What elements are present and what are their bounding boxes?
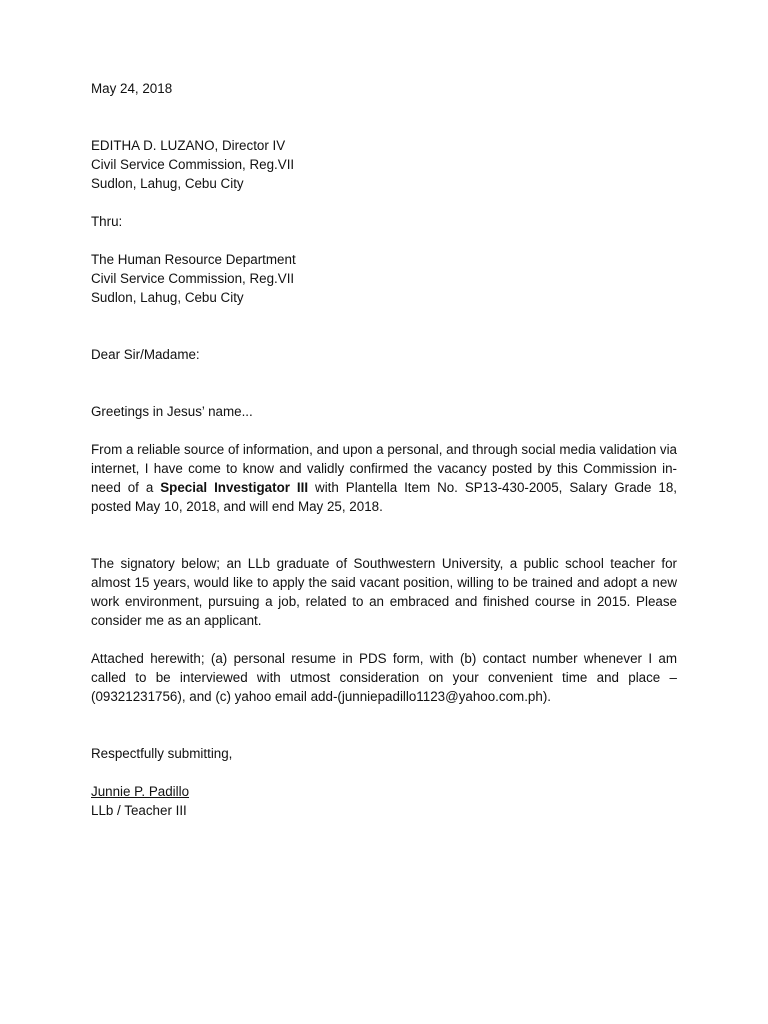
paragraph-vacancy-text-start: From a reliable source of information, and upon a personal, and through social media validation via internet, I have come to know and validly confirmed the vacancy posted by this Commission in-need of a (91, 442, 677, 495)
position-title: Special Investigator III (160, 480, 309, 495)
thru-location: Sudlon, Lahug, Cebu City (91, 290, 244, 305)
signatory-title: LLb / Teacher III (91, 803, 187, 818)
letter-body (91, 79, 677, 820)
recipient-name: EDITHA D. LUZANO, Director IV (91, 138, 286, 153)
thru-office: Civil Service Commission, Reg.VII (91, 271, 295, 286)
thru-department: The Human Resource Department (91, 252, 296, 267)
paragraph-vacancy (91, 440, 677, 516)
paragraph-attachments: Attached herewith; (a) personal resume in PDS form, with (b) contact number whenever I am called to be interviewed with utmost consideration on your convenient time and place –(09321231756), and (c) yahoo email add-(junniepadillo1123@yahoo.com.ph). (91, 651, 677, 704)
recipient-office: Civil Service Commission, Reg.VII (91, 157, 295, 172)
thru-label: Thru: (91, 214, 123, 229)
paragraph-qualifications: The signatory below; an LLb graduate of Southwestern University, a public school teacher for almost 15 years, would like to apply the said vacant position, willing to be trained and adopt a new work environment, pursuing a job, related to an embraced and finished course in 2015. Please consider me as an applicant. (91, 556, 677, 628)
recipient-location: Sudlon, Lahug, Cebu City (91, 176, 244, 191)
signatory-name: Junnie P. Padillo (91, 784, 190, 799)
closing: Respectfully submitting, (91, 746, 233, 761)
recipient-address (91, 136, 677, 193)
paragraph-vacancy-text-end: with Plantella Item No. SP13-430-2005, Salary Grade 18, posted May 10, 2018, and will end May 25, 2018. (91, 480, 677, 514)
letter-date: May 24, 2018 (91, 81, 173, 96)
thru-address (91, 250, 677, 307)
greeting: Greetings in Jesus’ name... (91, 404, 253, 419)
salutation: Dear Sir/Madame: (91, 347, 200, 362)
